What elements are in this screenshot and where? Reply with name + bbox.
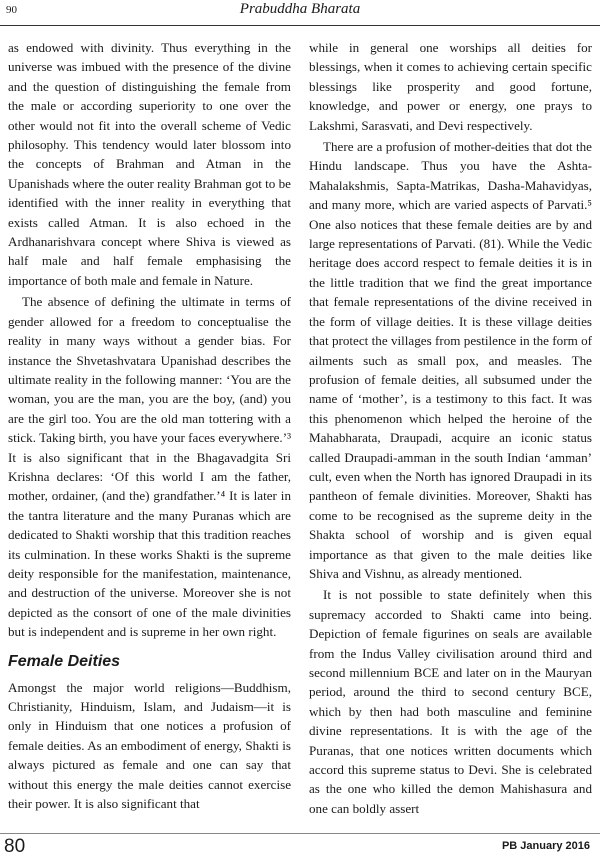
running-title: Prabuddha Bharata [239, 1, 361, 17]
header-page-number: 90 [6, 4, 17, 16]
left-column [8, 38, 291, 813]
right-column [309, 38, 592, 818]
section-heading-female-deities: Female Deities [8, 652, 121, 670]
left-paragraph-3: Amongst the major world religions—Buddhism, Christianity, Hinduism, Islam, and Judaism—it is only in Hinduism that one notices a profusion of female deities. As an embodiment of energy, Shakti is always pictured as female and one can say that without this energy the male deities cannot exercise their power. It is also significant that [8, 679, 291, 812]
page-header [0, 0, 600, 30]
left-paragraph-1: as endowed with divinity. Thus everything in the universe was imbued with the presence of the divine and the question of distinguishing the female from the male or according superiority to one over the other would not fit into the overall scheme of Vedic philosophy. This tendency would later blossom into the concepts of Brahman and Atman in the Upanishads where the outer reality Brahman got to be identified with the inner reality in everything that exists called Atman. It is also echoed in the Ardhanarishvara concept where Shiva is viewed as half male and half female emphasising the importance of both male and female in Nature. [8, 40, 291, 288]
right-paragraph-1: while in general one worships all deities for blessings, when it comes to achieving certain specific blessings like prosperity and good fortune, knowledge, and power or energy, one prays to Lakshmi, Sarasvati, and Devi respectively. [309, 40, 592, 133]
header-rule [0, 25, 600, 26]
footer-rule [0, 833, 600, 834]
footer-page-number: 80 [4, 836, 26, 857]
right-paragraph-2: There are a profusion of mother-deities that dot the Hindu landscape. Thus you have the Ashta-Mahalakshmis, Sapta-Matrikas, Dasha-Mahavidyas, and many more, which are varied aspects of Parvati.⁵ One also notices that these female deities are by and large representations of Parvati. (81). While the Vedic heritage does accord respect to female deities it is in the little tradition that we find the great importance that female representations of the divine received in the form of village deities. It is these village deities that protect the villages from pestilence in the form of ailments such as small pox, and measles. The profusion of female deities, all subsumed under the name of ‘mother’, is a testimony to this fact. It was this phenomenon which helped the heroine of the Mahabharata, Draupadi, acquire an iconic status called Draupadi-amman in the south Indian ‘amman’ cult, even when the North has ignored Draupadi in its pantheon of female divinities. Moreover, Shakti has come to be recognised as the supreme deity in the Shakta school of worship and is given equal importance as that given to the male deities like Shiva and Vishnu, as already mentioned. [309, 139, 592, 581]
right-paragraph-3: It is not possible to state definitely when this supremacy accorded to Shakti came into being. Depiction of female figurines on seals are available from the Indus Valley civilisation around third and second millennium BCE and later on in the Mauryan period, around the third to second century BCE, which by then had both masculine and feminine divine representations. It is with the age of the Puranas, that one notices written documents which accord this supreme status to Devi. She is celebrated as the one who killed the demon Mahishasura and one can boldly assert [309, 587, 592, 816]
footer-issue: PB January 2016 [501, 840, 590, 852]
left-paragraph-2: The absence of defining the ultimate in terms of gender allowed for a freedom to conceptualise the reality in many ways without a gender bias. For instance the Shvetashvatara Upanishad describes the ultimate reality in the following manner: ‘You are the woman, you are the man, you are the boy, (and) you are the girl too. You are the old man tottering with a stick. Taking birth, you have your faces everywhere.’³ It is also significant that in the Bhagavadgita Sri Krishna declares: ‘Of this world I am the father, mother, ordainer, (and the) grandfather.’⁴ It is later in the tantra literature and the many Puranas which are dedicated to Shakti worship that this tradition reaches its culmination. In these works Shakti is the supreme deity responsible for the manifestation, maintenance, and destruction of the universe. Moreover she is not depicted as the consort of one of the male divinities but is independent and is supreme in her own right. [8, 294, 291, 640]
